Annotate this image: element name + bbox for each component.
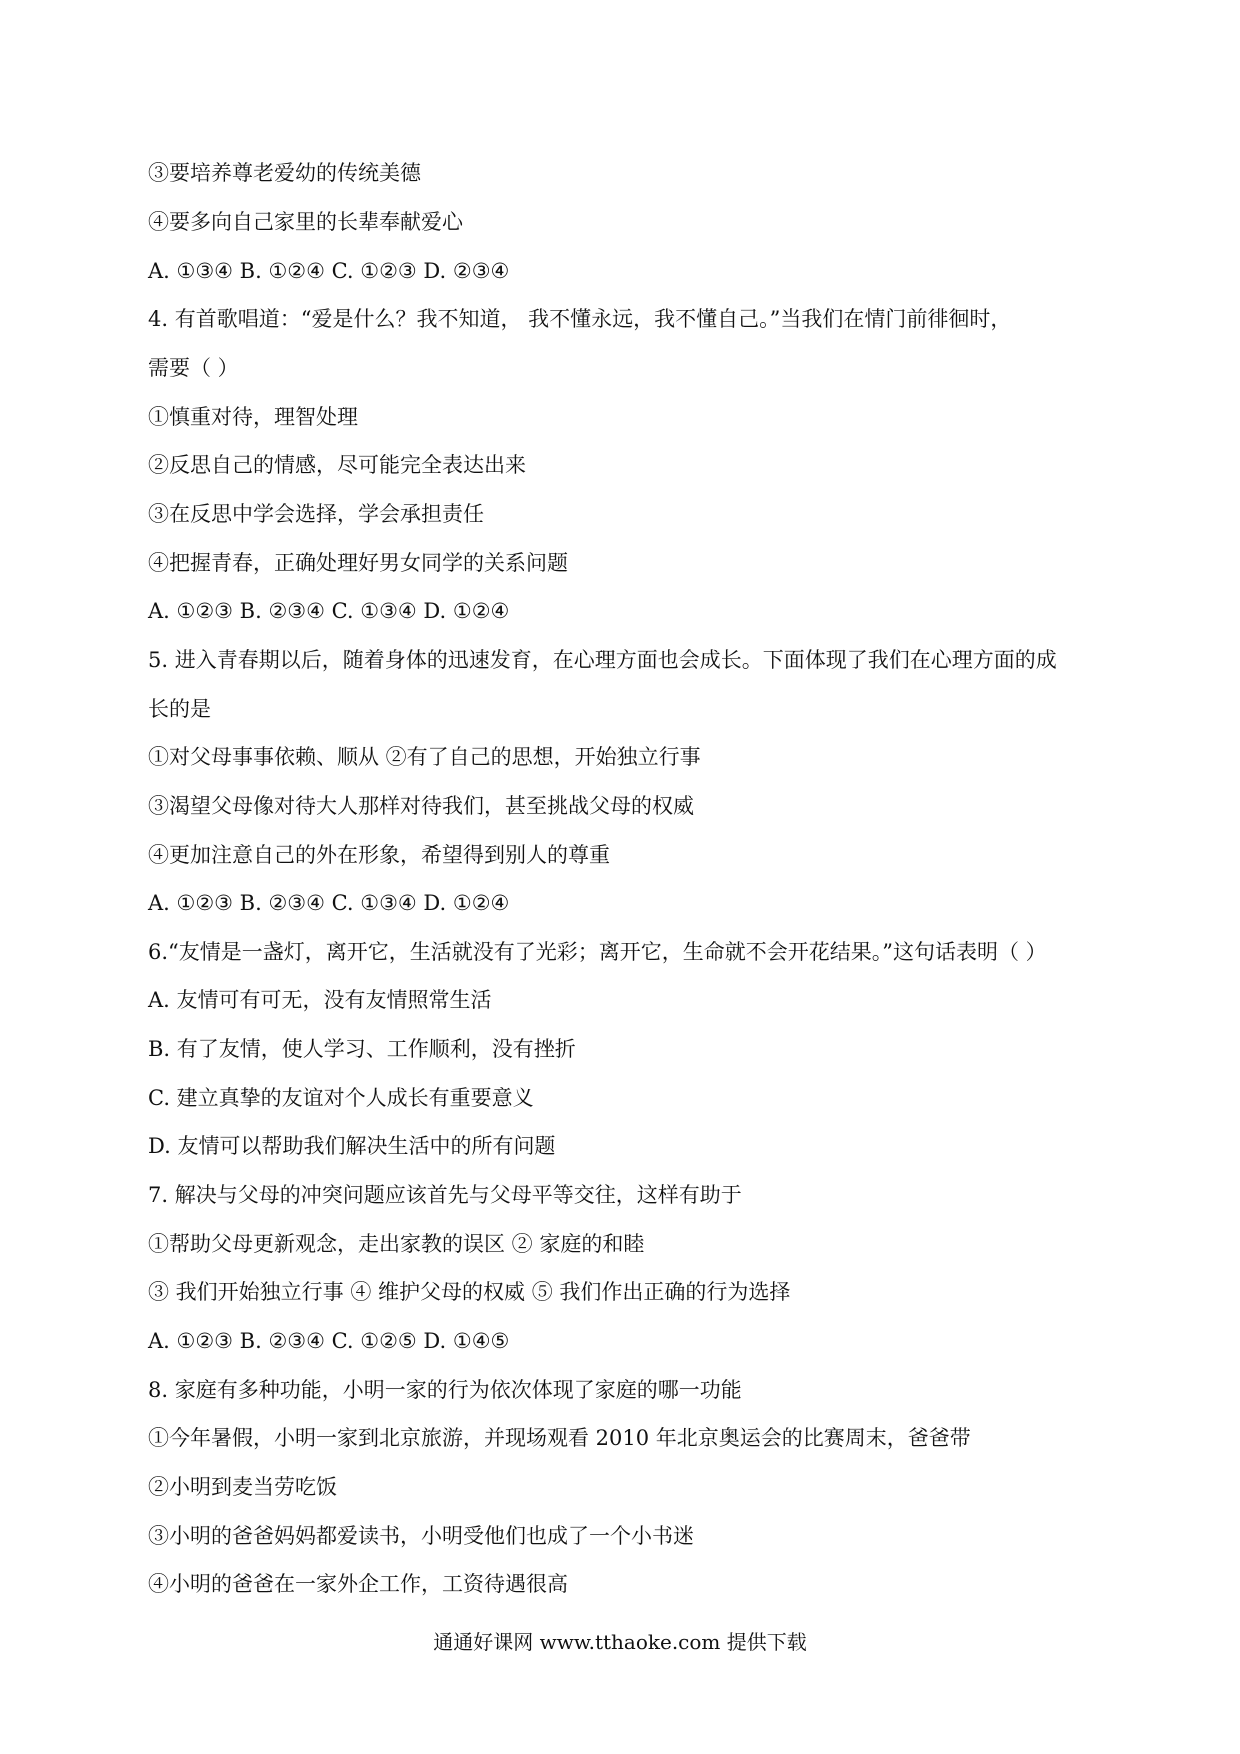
option-line: ③在反思中学会选择，学会承担责任: [148, 502, 484, 526]
question-6: 6.“友情是一盏灯，离开它，生活就没有了光彩；离开它，生命就不会开花结果。”这句话表明（ ）: [148, 940, 1047, 964]
option-line: ①帮助父母更新观念，走出家教的误区 ② 家庭的和睦: [148, 1232, 645, 1256]
question-7: 7. 解决与父母的冲突问题应该首先与父母平等交往，这样有助于: [148, 1183, 742, 1207]
question-8: 8. 家庭有多种功能，小明一家的行为依次体现了家庭的哪一功能: [148, 1378, 742, 1402]
answer-choices: A. ①③④ B. ①②④ C. ①②③ D. ②③④: [148, 259, 510, 283]
option-line: ④要多向自己家里的长辈奉献爱心: [148, 210, 463, 234]
question-5: 5. 进入青春期以后，随着身体的迅速发育，在心理方面也会成长。下面体现了我们在心理方面的成: [148, 648, 1057, 672]
option-line: ②小明到麦当劳吃饭: [148, 1475, 337, 1499]
option-line: ④小明的爸爸在一家外企工作，工资待遇很高: [148, 1572, 568, 1596]
option-line: ③ 我们开始独立行事 ④ 维护父母的权威 ⑤ 我们作出正确的行为选择: [148, 1280, 791, 1304]
option-line: ③渴望父母像对待大人那样对待我们，甚至挑战父母的权威: [148, 794, 694, 818]
choice-d: D. 友情可以帮助我们解决生活中的所有问题: [148, 1134, 556, 1158]
option-line: ③小明的爸爸妈妈都爱读书，小明受他们也成了一个小书迷: [148, 1524, 694, 1548]
option-line: ④更加注意自己的外在形象，希望得到别人的尊重: [148, 843, 610, 867]
choice-b: B. 有了友情，使人学习、工作顺利，没有挫折: [148, 1037, 576, 1061]
option-line: ④把握青春，正确处理好男女同学的关系问题: [148, 551, 568, 575]
page-footer: 通通好课网 www.tthaoke.com 提供下载: [433, 1630, 807, 1654]
choice-a: A. 友情可有可无，没有友情照常生活: [148, 988, 492, 1012]
option-line: ③要培养尊老爱幼的传统美德: [148, 161, 421, 185]
option-line: ①今年暑假，小明一家到北京旅游，并现场观看 2010 年北京奥运会的比赛周末，爸爸带: [148, 1426, 971, 1450]
option-line: ①慎重对待，理智处理: [148, 405, 358, 429]
option-line: ②反思自己的情感，尽可能完全表达出来: [148, 453, 526, 477]
choice-c: C. 建立真挚的友谊对个人成长有重要意义: [148, 1086, 534, 1110]
option-line: ①对父母事事依赖、顺从 ②有了自己的思想，开始独立行事: [148, 745, 701, 769]
question-4: 4. 有首歌唱道：“爱是什么？我不知道， 我不懂永远，我不懂自己。”当我们在情门前徘徊时，: [148, 307, 1012, 331]
question-4-cont: 需要（ ）: [148, 356, 239, 380]
answer-choices: A. ①②③ B. ②③④ C. ①③④ D. ①②④: [148, 599, 510, 623]
question-5-cont: 长的是: [148, 697, 211, 721]
answer-choices: A. ①②③ B. ②③④ C. ①②⑤ D. ①④⑤: [148, 1329, 510, 1353]
answer-choices: A. ①②③ B. ②③④ C. ①③④ D. ①②④: [148, 891, 510, 915]
